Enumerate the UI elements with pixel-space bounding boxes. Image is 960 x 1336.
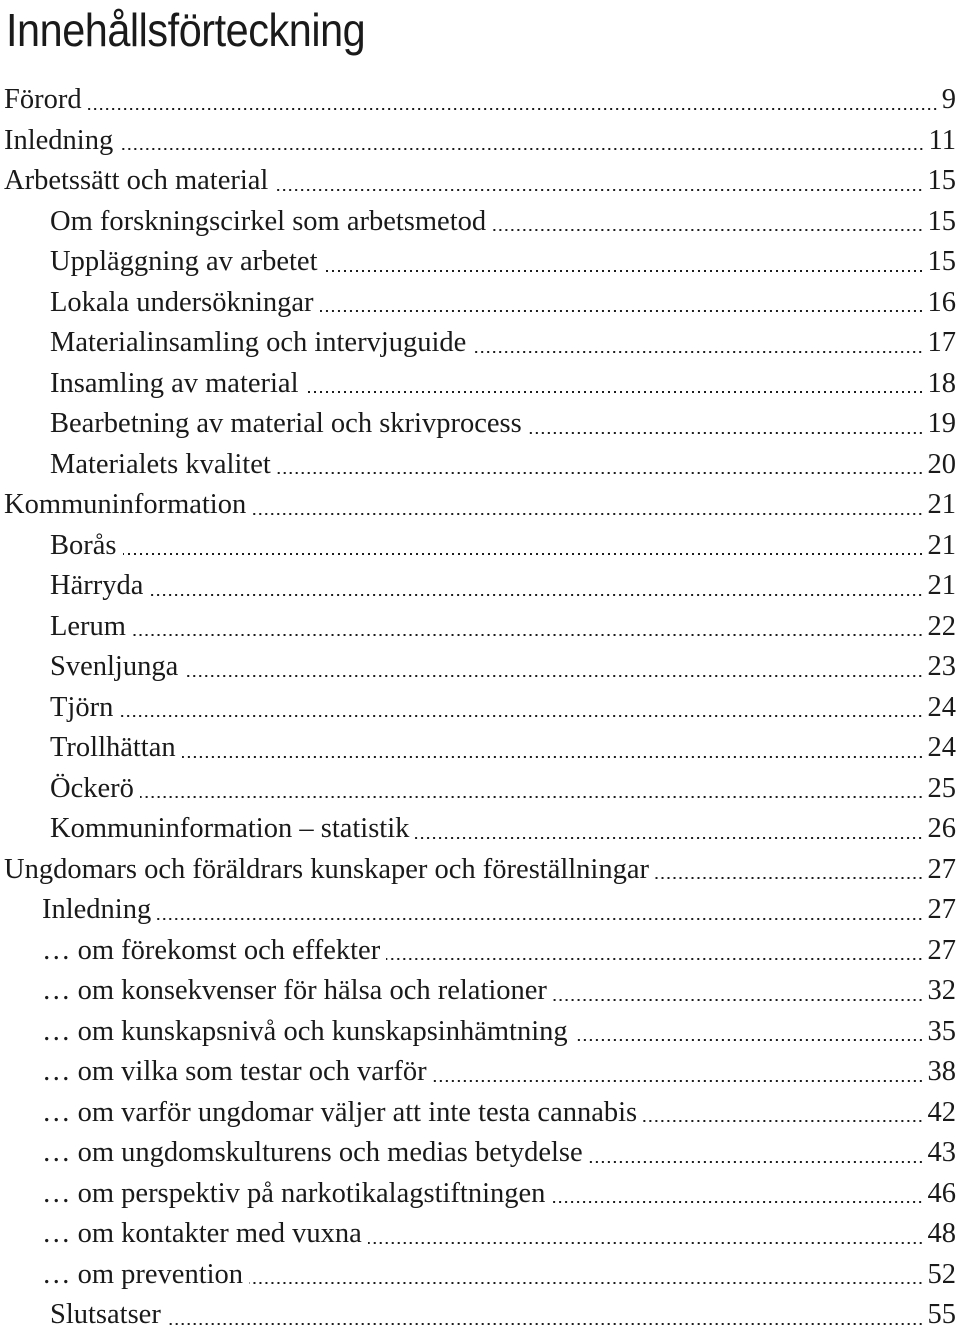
toc-page-number: 38: [927, 1056, 956, 1088]
toc-page-number: 15: [927, 165, 956, 197]
toc-entry[interactable]: [0, 1295, 960, 1336]
toc-entry-title: Arbetssätt och material: [4, 165, 269, 197]
toc-entry-title: … om förekomst och effekter: [42, 934, 381, 966]
dot-leader: [277, 472, 924, 474]
toc-page-number: 21: [927, 489, 956, 521]
toc-page-number: 52: [927, 1258, 956, 1290]
toc-page-number: 23: [927, 651, 956, 683]
toc-entry-title: Bearbetning av material och skrivprocess: [50, 408, 522, 440]
toc-page-number: 11: [928, 124, 956, 156]
dot-leader: [140, 796, 924, 798]
dot-leader: [167, 1323, 924, 1325]
toc-list: [0, 80, 960, 1336]
dot-leader: [149, 594, 923, 596]
dot-leader: [252, 513, 923, 515]
toc-entry-title: Kommuninformation – statistik: [50, 813, 410, 845]
toc-page-number: 21: [927, 529, 956, 561]
toc-entry-title: … om ungdomskulturens och medias betydelse: [42, 1137, 583, 1169]
toc-entry-title: Öckerö: [50, 772, 134, 804]
dot-leader: [574, 1039, 924, 1041]
toc-page-number: 25: [927, 772, 956, 804]
toc-entry-title: … om kunskapsnivå och kunskapsinhämtning: [42, 1015, 568, 1047]
toc-entry[interactable]: [0, 566, 960, 607]
dot-leader: [551, 1201, 923, 1203]
toc-entry[interactable]: [0, 1255, 960, 1296]
toc-page-number: 48: [927, 1218, 956, 1250]
dot-leader: [589, 1161, 924, 1163]
toc-entry[interactable]: [0, 161, 960, 202]
toc-entry[interactable]: [0, 323, 960, 364]
toc-page-number: 32: [927, 975, 956, 1007]
toc-page-number: 27: [927, 934, 956, 966]
toc-entry[interactable]: [0, 1214, 960, 1255]
dot-leader: [528, 432, 924, 434]
toc-entry-title: … om vilka som testar och varför: [42, 1056, 427, 1088]
toc-entry[interactable]: [0, 485, 960, 526]
toc-entry[interactable]: [0, 647, 960, 688]
toc-page-number: 24: [927, 691, 956, 723]
dot-leader: [368, 1242, 924, 1244]
toc-page-number: 27: [927, 894, 956, 926]
toc-entry[interactable]: [0, 971, 960, 1012]
dot-leader: [492, 229, 923, 231]
dot-leader: [182, 756, 924, 758]
toc-entry-title: Inledning: [4, 124, 114, 156]
toc-entry-title: Tjörn: [50, 691, 114, 723]
toc-entry-title: Svenljunga: [50, 651, 179, 683]
dot-leader: [320, 310, 924, 312]
toc-entry[interactable]: [0, 445, 960, 486]
toc-entry-title: … om kontakter med vuxna: [42, 1218, 362, 1250]
dot-leader: [415, 837, 923, 839]
dot-leader: [157, 918, 923, 920]
toc-entry-title: Om forskningscirkel som arbetsmetod: [50, 205, 487, 237]
toc-entry[interactable]: [0, 1174, 960, 1215]
toc-entry-title: … om konsekvenser för hälsa och relationer: [42, 975, 547, 1007]
toc-page-number: 22: [927, 610, 956, 642]
dot-leader: [123, 553, 924, 555]
toc-entry-title: … om varför ungdomar väljer att inte testa cannabis: [42, 1096, 638, 1128]
toc-page-number: 18: [927, 367, 956, 399]
dot-leader: [433, 1080, 924, 1082]
dot-leader: [553, 999, 924, 1001]
toc-page-number: 46: [927, 1177, 956, 1209]
toc-entry-title: Uppläggning av arbetet: [50, 246, 318, 278]
toc-page-number: 55: [927, 1299, 956, 1331]
dot-leader: [324, 270, 924, 272]
toc-page-number: 43: [927, 1137, 956, 1169]
dot-leader: [305, 391, 924, 393]
toc-page-number: 19: [927, 408, 956, 440]
toc-entry[interactable]: [0, 1012, 960, 1053]
toc-entry-title: Förord: [4, 84, 82, 116]
dot-leader: [132, 634, 924, 636]
toc-entry[interactable]: [0, 121, 960, 162]
toc-page-number: 21: [927, 570, 956, 602]
dot-leader: [119, 148, 924, 150]
toc-entry[interactable]: [0, 1093, 960, 1134]
dot-leader: [386, 958, 923, 960]
dot-leader: [655, 877, 924, 879]
toc-entry-title: Slutsatser: [50, 1299, 161, 1331]
dot-leader: [88, 108, 938, 110]
toc-page-number: 17: [927, 327, 956, 359]
toc-entry[interactable]: [0, 283, 960, 324]
toc-page-number: 15: [927, 205, 956, 237]
toc-entry[interactable]: [0, 80, 960, 121]
toc-entry[interactable]: [0, 890, 960, 931]
toc-entry[interactable]: [0, 769, 960, 810]
toc-entry-title: … om prevention: [42, 1258, 244, 1290]
toc-entry-title: Härryda: [50, 570, 144, 602]
toc-entry-title: Ungdomars och föräldrars kunskaper och föreställningar: [4, 853, 649, 885]
toc-page-number: 27: [927, 853, 956, 885]
dot-leader: [472, 351, 923, 353]
page-title: Innehållsförteckning: [6, 4, 366, 56]
toc-entry[interactable]: [0, 850, 960, 891]
toc-entry-title: Inledning: [42, 894, 152, 926]
toc-entry-title: Borås: [50, 529, 117, 561]
toc-entry[interactable]: [0, 1052, 960, 1093]
toc-page-number: 26: [927, 813, 956, 845]
toc-entry-title: Kommuninformation: [4, 489, 247, 521]
toc-page-number: 16: [927, 286, 956, 318]
toc-entry-title: Materialinsamling och intervjuguide: [50, 327, 467, 359]
toc-entry-title: Materialets kvalitet: [50, 448, 271, 480]
toc-entry[interactable]: [0, 202, 960, 243]
dot-leader: [249, 1282, 923, 1284]
toc-entry-title: Lerum: [50, 610, 126, 642]
toc-entry[interactable]: [0, 526, 960, 567]
toc-page-number: 15: [927, 246, 956, 278]
toc-entry[interactable]: [0, 242, 960, 283]
toc-entry-title: … om perspektiv på narkotikalagstiftningen: [42, 1177, 546, 1209]
toc-entry-title: Trollhättan: [50, 732, 176, 764]
toc-page-number: 9: [941, 84, 956, 116]
toc-entry[interactable]: [0, 404, 960, 445]
toc-page-number: 20: [927, 448, 956, 480]
toc-entry[interactable]: [0, 809, 960, 850]
toc-entry[interactable]: [0, 1133, 960, 1174]
dot-leader: [119, 715, 923, 717]
dot-leader: [274, 189, 923, 191]
dot-leader: [184, 675, 923, 677]
dot-leader: [643, 1120, 923, 1122]
toc-entry-title: Lokala undersökningar: [50, 286, 314, 318]
toc-page-number: 42: [927, 1096, 956, 1128]
toc-entry-title: Insamling av material: [50, 367, 299, 399]
toc-page-number: 24: [927, 732, 956, 764]
toc-entry[interactable]: [0, 931, 960, 972]
toc-entry[interactable]: [0, 688, 960, 729]
toc-entry[interactable]: [0, 607, 960, 648]
toc-entry[interactable]: [0, 364, 960, 405]
toc-page-number: 35: [927, 1015, 956, 1047]
toc-entry[interactable]: [0, 728, 960, 769]
